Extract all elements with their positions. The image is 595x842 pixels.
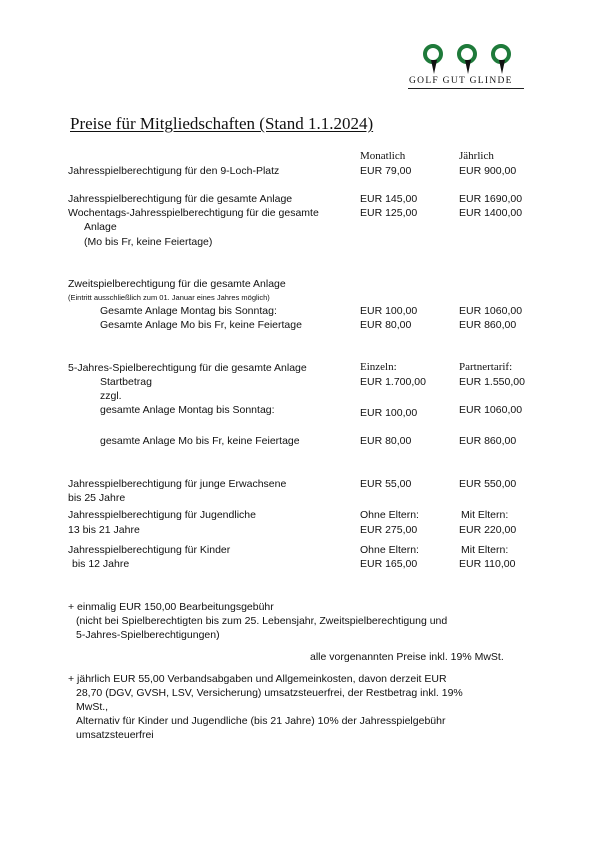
fuenf-row1-yearly: EUR 1060,00	[459, 404, 523, 416]
fuenf-row2-yearly: EUR 860,00	[459, 435, 517, 447]
fuenf-row2-label: gesamte Anlage Mo bis Fr, keine Feiertage	[100, 435, 300, 447]
row-9loch-monthly: EUR 79,00	[360, 165, 412, 177]
header-monthly: Monatlich	[360, 150, 406, 162]
logo-golfer-icons	[420, 44, 516, 78]
fuenf-zzgl: zzgl.	[100, 390, 122, 402]
row-9loch-label: Jahresspielberechtigung für den 9-Loch-Platz	[68, 165, 280, 177]
fuenf-col-partner: Partnertarif:	[459, 361, 513, 373]
note-annual-5: umsatzsteuerfrei	[76, 729, 154, 741]
fuenf-start-yearly: EUR 1.550,00	[459, 376, 525, 388]
golfer-icon-2	[459, 46, 475, 74]
note-annual-2: 28,70 (DGV, GVSH, LSV, Versicherung) umsatzsteuerfrei, der Restbetrag inkl. 19%	[76, 687, 463, 699]
logo-text: GOLF GUT GLINDE	[409, 76, 513, 86]
zweit-row1-yearly: EUR 1060,00	[459, 305, 523, 317]
note-annual-1: + jährlich EUR 55,00 Verbandsabgaben und Allgemeinkosten, davon derzeit EUR	[68, 673, 447, 685]
kinder-label-2: bis 12 Jahre	[72, 558, 130, 570]
row-gesamt-yearly: EUR 1690,00	[459, 193, 523, 205]
note-fee-1: + einmalig EUR 150,00 Bearbeitungsgebühr	[68, 601, 274, 613]
logo-underline	[408, 88, 524, 89]
fuenf-row2-monthly: EUR 80,00	[360, 435, 412, 447]
kinder-yearly: EUR 110,00	[459, 558, 516, 570]
row-gesamt-monthly: EUR 145,00	[360, 193, 418, 205]
zweit-row1-monthly: EUR 100,00	[360, 305, 418, 317]
row-gesamt-label: Jahresspielberechtigung für die gesamte Anlage	[68, 193, 293, 205]
row-wochentag-label-3: (Mo bis Fr, keine Feiertage)	[84, 236, 213, 248]
jugend-col-ohne: Ohne Eltern:	[360, 509, 419, 521]
junge-monthly: EUR 55,00	[360, 478, 412, 490]
note-annual-4: Alternativ für Kinder und Jugendliche (bis 21 Jahre) 10% der Jahresspielgebühr	[76, 715, 446, 727]
note-fee-3: 5-Jahres-Spielberechtigungen)	[76, 629, 220, 641]
page-title: Preise für Mitgliedschaften (Stand 1.1.2024)	[70, 114, 374, 133]
kinder-col-ohne: Ohne Eltern:	[360, 544, 419, 556]
zweit-note: (Eintritt ausschließlich zum 01. Januar eines Jahres möglich)	[68, 293, 270, 302]
junge-yearly: EUR 550,00	[459, 478, 517, 490]
golfer-icon-1	[425, 46, 441, 74]
zweit-row2-monthly: EUR 80,00	[360, 319, 412, 331]
fuenf-start-monthly: EUR 1.700,00	[360, 376, 426, 388]
fuenf-row1-monthly: EUR 100,00	[360, 407, 418, 419]
zweit-row1-label: Gesamte Anlage Montag bis Sonntag:	[100, 305, 277, 317]
kinder-label-1: Jahresspielberechtigung für Kinder	[68, 544, 231, 556]
zweit-row2-yearly: EUR 860,00	[459, 319, 517, 331]
header-yearly: Jährlich	[459, 150, 494, 162]
jugend-monthly: EUR 275,00	[360, 524, 418, 536]
fuenf-start-label: Startbetrag	[100, 376, 152, 388]
jugend-label-2: 13 bis 21 Jahre	[68, 524, 140, 536]
row-wochentag-label-1: Wochentags-Jahresspielberechtigung für die gesamte	[68, 207, 319, 219]
jugend-label-1: Jahresspielberechtigung für Jugendliche	[68, 509, 256, 521]
jugend-yearly: EUR 220,00	[459, 524, 517, 536]
kinder-col-mit: Mit Eltern:	[461, 544, 509, 556]
zweit-heading: Zweitspielberechtigung für die gesamte Anlage	[68, 278, 286, 290]
fuenf-col-einzeln: Einzeln:	[360, 361, 397, 373]
row-wochentag-yearly: EUR 1400,00	[459, 207, 523, 219]
note-vat: alle vorgenannten Preise inkl. 19% MwSt.	[310, 651, 504, 663]
golfer-icon-3	[493, 46, 509, 74]
jugend-col-mit: Mit Eltern:	[461, 509, 509, 521]
row-wochentag-monthly: EUR 125,00	[360, 207, 418, 219]
note-annual-3: MwSt.,	[76, 701, 109, 713]
row-9loch-yearly: EUR 900,00	[459, 165, 517, 177]
note-fee-2: (nicht bei Spielberechtigten bis zum 25. Lebensjahr, Zweitspielberechtigung und	[76, 615, 448, 627]
row-wochentag-label-2: Anlage	[84, 221, 117, 233]
junge-label-2: bis 25 Jahre	[68, 492, 126, 504]
junge-label-1: Jahresspielberechtigung für junge Erwachsene	[68, 478, 287, 490]
zweit-row2-label: Gesamte Anlage Mo bis Fr, keine Feiertage	[100, 319, 302, 331]
fuenf-row1-label: gesamte Anlage Montag bis Sonntag:	[100, 404, 275, 416]
fuenf-heading: 5-Jahres-Spielberechtigung für die gesamte Anlage	[68, 362, 307, 374]
kinder-monthly: EUR 165,00	[360, 558, 418, 570]
